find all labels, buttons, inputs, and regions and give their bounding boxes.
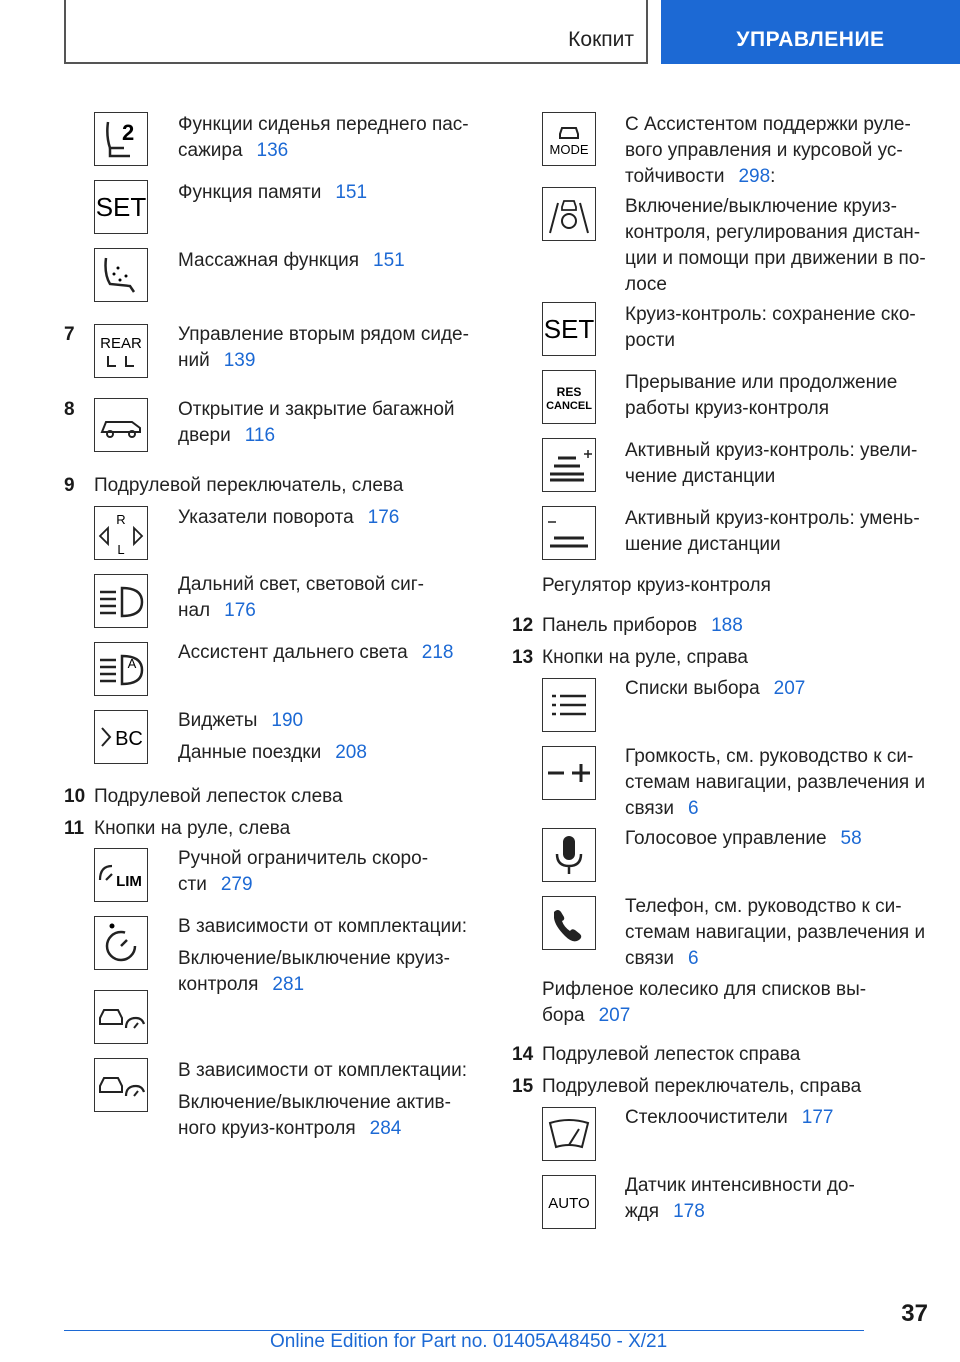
svg-text:SET: SET <box>96 192 146 222</box>
item-speed-limiter: Ручной ограничитель скоро- сти 279 <box>178 848 429 895</box>
item-massage: Массажная функция 151 <box>178 250 405 271</box>
item-distance-decrease: Активный круиз-контроль: умень- шение дистанции <box>625 508 920 555</box>
distance-increase-icon <box>542 438 596 492</box>
item-number: 9 <box>64 475 75 496</box>
svg-text:2: 2 <box>122 120 135 145</box>
item-number: 8 <box>64 399 75 420</box>
item-right-paddle: Подрулевой лепесток справа <box>542 1044 801 1065</box>
page-ref[interactable]: 136 <box>256 140 289 161</box>
item-thumbwheel: Рифленое колесико для списков вы- бора 207 <box>542 979 867 1026</box>
wiper-icon <box>542 1107 596 1161</box>
list-icon <box>542 678 596 732</box>
bc-icon <box>94 710 148 764</box>
item-cruise-regulator: Регулятор круиз-контроля <box>542 575 771 596</box>
item-high-beam-assist: Ассистент дальнего света 218 <box>178 642 454 663</box>
item-trip-data: Данные поездки 208 <box>178 742 367 763</box>
item-right-buttons: Кнопки на руле, справа <box>542 647 748 668</box>
page-ref[interactable]: 284 <box>369 1118 402 1139</box>
item-equipment-note-2: В зависимости от комплектации: <box>178 1060 467 1081</box>
item-widgets: Виджеты 190 <box>178 710 304 731</box>
item-memory: Функция памяти 151 <box>178 182 368 203</box>
page-ref[interactable]: 298 <box>738 166 771 187</box>
item-instrument-cluster: Панель приборов 188 <box>542 615 743 636</box>
svg-text:BC: BC <box>115 728 143 750</box>
item-number: 10 <box>64 786 86 807</box>
page-ref[interactable]: 178 <box>673 1201 705 1222</box>
svg-text:AUTO: AUTO <box>548 1195 590 1212</box>
page-ref[interactable]: 6 <box>688 798 699 819</box>
item-passenger-seat: Функции сиденья переднего пас- сажира 136 <box>178 114 469 161</box>
page-ref[interactable]: 151 <box>373 250 405 271</box>
item-number: 13 <box>512 647 534 668</box>
item-rear-row: Управление вторым рядом сиде- ний 139 <box>178 324 469 371</box>
item-turn-signals: Указатели поворота 176 <box>178 507 400 528</box>
tailgate-icon <box>94 398 148 452</box>
svg-text:R: R <box>116 512 126 527</box>
item-steering-assist: С Ассистентом поддержки руле- вого управления и курсовой ус- тойчивости 298: <box>625 114 911 187</box>
item-rain-sensor: Датчик интенсивности до- ждя 178 <box>625 1175 855 1222</box>
item-number: 7 <box>64 324 75 345</box>
speed-limiter-icon <box>94 848 148 902</box>
active-cruise-icon <box>94 1058 148 1112</box>
set-icon <box>94 180 148 234</box>
page-ref[interactable]: 207 <box>773 678 806 699</box>
page-ref[interactable]: 177 <box>801 1107 834 1128</box>
svg-text:RES: RES <box>556 385 582 399</box>
svg-text:A: A <box>127 656 137 671</box>
item-left-stalk: Подрулевой переключатель, слева <box>94 475 404 496</box>
page-number: 37 <box>901 1300 928 1327</box>
auto-icon <box>542 1175 596 1229</box>
page-ref[interactable]: 6 <box>688 948 699 969</box>
page-ref[interactable]: 218 <box>421 642 454 663</box>
item-cruise-distance-lane: Включение/выключение круиз- контроля, регулирования дистан- ции и помощи при движении в по- лосе <box>625 196 926 295</box>
lane-assist-icon <box>542 187 596 241</box>
item-number: 15 <box>512 1076 534 1097</box>
page-ref[interactable]: 151 <box>335 182 368 203</box>
page-ref[interactable]: 176 <box>224 600 256 621</box>
item-number: 11 <box>64 818 85 839</box>
item-number: 12 <box>512 615 534 636</box>
mode-icon <box>542 112 596 166</box>
phone-icon <box>542 896 596 950</box>
page-ref[interactable]: 139 <box>223 350 256 371</box>
item-distance-increase: Активный круиз-контроль: увели- чение дистанции <box>625 440 918 487</box>
seat-2-icon <box>94 112 148 166</box>
item-selection-lists: Списки выбора 207 <box>625 678 806 699</box>
svg-text:MODE: MODE <box>549 142 589 157</box>
item-left-buttons: Кнопки на руле, слева <box>94 818 291 839</box>
item-wipers: Стеклоочистители 177 <box>625 1107 834 1128</box>
high-beam-icon <box>94 574 148 628</box>
microphone-icon <box>542 828 596 882</box>
item-voice-control: Голосовое управление 58 <box>625 828 862 849</box>
header-chapter: УПРАВЛЕНИЕ <box>661 0 960 64</box>
cruise-control-icon <box>94 916 148 970</box>
item-phone: Телефон, см. руководство к си- стемам навигации, развлечения и связи 6 <box>625 896 926 969</box>
footer-edition: Online Edition for Part no. 01405A48450 - X/21 <box>270 1331 668 1352</box>
item-high-beam: Дальний свет, световой сиг- нал 176 <box>178 574 424 621</box>
item-cruise-resume: Прерывание или продолжение работы круиз-контроля <box>625 372 898 419</box>
item-left-paddle: Подрулевой лепесток слева <box>94 786 343 807</box>
item-active-cruise: Включение/выключение актив- ного круиз-контроля 284 <box>178 1092 451 1139</box>
page-ref[interactable]: 116 <box>244 425 276 446</box>
svg-text:REAR: REAR <box>100 335 142 352</box>
page-ref[interactable]: 281 <box>272 974 305 995</box>
item-cruise-control: Включение/выключение круиз- контроля 281 <box>178 948 450 995</box>
set-speed-icon <box>542 302 596 356</box>
page-ref[interactable]: 58 <box>840 828 862 849</box>
item-right-stalk: Подрулевой переключатель, справа <box>542 1076 862 1097</box>
res-cancel-icon <box>542 370 596 424</box>
item-volume: Громкость, см. руководство к си- стемам навигации, развлечения и связи 6 <box>625 746 926 819</box>
svg-text:LIM: LIM <box>116 873 142 890</box>
turn-signal-icon <box>94 506 148 560</box>
page-ref[interactable]: 188 <box>711 615 743 636</box>
item-cruise-save-speed: Круиз-контроль: сохранение ско- рости <box>625 304 916 351</box>
rear-seat-icon <box>94 324 148 378</box>
page-ref[interactable]: 190 <box>271 710 304 731</box>
item-number: 14 <box>512 1044 534 1065</box>
page-ref[interactable]: 207 <box>598 1005 631 1026</box>
item-tailgate: Открытие и закрытие багажной двери 116 <box>178 399 455 446</box>
distance-decrease-icon <box>542 506 596 560</box>
massage-icon <box>94 248 148 302</box>
page-ref[interactable]: 176 <box>367 507 400 528</box>
svg-text:CANCEL: CANCEL <box>546 400 592 412</box>
volume-icon <box>542 746 596 800</box>
svg-text:L: L <box>117 542 125 557</box>
high-beam-assist-icon <box>94 642 148 696</box>
svg-text:SET: SET <box>544 314 594 344</box>
page-ref[interactable]: 279 <box>220 874 253 895</box>
header-section: Кокпит <box>64 0 648 64</box>
page-ref[interactable]: 208 <box>335 742 367 763</box>
item-equipment-note-1: В зависимости от комплектации: <box>178 916 467 937</box>
car-cruise-icon <box>94 990 148 1044</box>
